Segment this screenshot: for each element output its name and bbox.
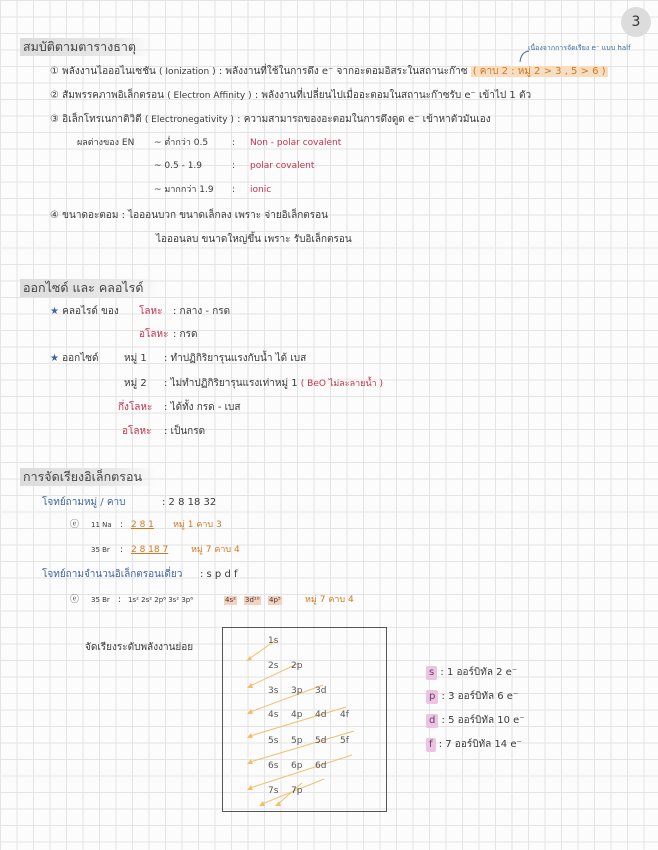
ionization-desc: : พลังงานที่ใช้ในการดึง e⁻ จากอะตอมอิสระในสถานะก๊าซ [218, 66, 468, 77]
legend-d [426, 714, 525, 728]
legend-text: : 3 ออร์บิทัล 6 e⁻ [441, 691, 519, 702]
item-number: ④ [50, 210, 59, 221]
tilde: ~ [154, 161, 162, 171]
atomic-size-line2: ไอออนลบ ขนาดใหญ่ขึ้น เพราะ รับอิเล็กตรอน [156, 234, 352, 245]
na-config: 2 8 1 [131, 520, 154, 530]
orbital-4f: 4f [340, 710, 349, 720]
legend-text: : 7 ออร์บิทัล 14 e⁻ [438, 739, 522, 750]
orbital-7p: 7p [291, 786, 303, 796]
oxide-nonmetal-value: : เป็นกรด [164, 426, 206, 437]
en-type-ionic: ionic [250, 185, 272, 195]
br2-4s: 4s² [225, 596, 236, 604]
chloride-nonmetal-value: : กรด [173, 329, 198, 340]
tilde: ~ [154, 185, 162, 195]
unpaired-question: โจทย์ถามจำนวนอิเล็กตรอนเดี่ยว [42, 569, 183, 580]
colon: : [232, 138, 236, 148]
oxide-group2-text: : ไม่ทำปฏิกิริยารุนแรงเท่าหมู่ 1 [164, 378, 298, 389]
colon: : [120, 545, 124, 555]
diagram-label: จัดเรียงระดับพลังงานย่อย [85, 642, 194, 653]
orbital-4d: 4d [315, 710, 327, 720]
beo-note: ( BeO ไม่ละลายน้ำ ) [300, 379, 384, 389]
orbital-6p: 6p [291, 761, 303, 771]
tilde: ~ [154, 138, 162, 148]
orbital-6d: 6d [315, 761, 327, 771]
orbital-3s: 3s [268, 686, 279, 696]
orbital-4s: 4s [268, 710, 279, 720]
orbital-2s: 2s [268, 661, 279, 671]
oxide-group1: หมู่ 1 [124, 353, 147, 364]
orbital-5p: 5p [291, 736, 303, 746]
oxide-group1-value: : ทำปฏิกิริยารุนแรงกับน้ำ ได้ เบส [164, 353, 307, 364]
half-filled-note: เนื่องจากการจัดเรียง e⁻ แบบ half [528, 44, 631, 52]
oxide-nonmetal: อโลหะ [122, 426, 152, 437]
legend-letter: f [426, 738, 436, 752]
en-term: อิเล็กโทรเนกาติวิตี [62, 114, 142, 125]
en-en: ( Electronegativity ) [144, 115, 234, 125]
br-config: 2 8 18 7 [131, 545, 169, 555]
atomic-size-line1: : ไอออนบวก ขนาดเล็กลง เพราะ จ่ายอิเล็กตรอน [121, 210, 328, 221]
ionization-en: ( Ionization ) [159, 67, 216, 77]
oxide-metalloid-value: : ได้ทั้ง กรด - เบส [164, 402, 241, 413]
chloride-label: คลอไรด์ ของ [62, 306, 119, 317]
orbital-6s: 6s [268, 761, 279, 771]
legend-f [426, 738, 522, 752]
example-marker: ⓔ [70, 520, 80, 530]
star-icon: ★ [50, 306, 59, 317]
atomic-size-term: ขนาดอะตอม [62, 210, 119, 221]
na-answer: หมู่ 1 คาบ 3 [173, 520, 222, 530]
colon: : [120, 520, 124, 530]
en-range: 0.5 - 1.9 [164, 161, 203, 171]
page-number: 3 [621, 7, 651, 37]
chloride-nonmetal: อโลหะ [139, 329, 169, 340]
star-icon: ★ [50, 353, 59, 364]
oxide-metalloid: กึ่งโลหะ [118, 402, 153, 413]
en-range: ต่ำกว่า 0.5 [164, 138, 209, 148]
orbital-4p: 4p [291, 710, 303, 720]
chloride-metal-value: : กลาง - กรด [173, 306, 231, 317]
legend-s [426, 666, 517, 680]
br2-label: 35 Br [91, 596, 110, 604]
ionization-exception: ( คาบ 2 : หมู่ 2 > 3 , 5 > 6 ) [472, 66, 606, 77]
orbital-3p: 3p [291, 686, 303, 696]
orbital-3d: 3d [315, 686, 327, 696]
affinity-term: สัมพรรคภาพอิเล็กตรอน [62, 90, 164, 101]
legend-text: : 5 ออร์บิทัล 10 e⁻ [441, 715, 525, 726]
br2-3d: 3d¹⁰ [245, 596, 260, 604]
group-period-question: โจทย์ถามหมู่ / คาบ [42, 497, 126, 508]
colon: : [232, 185, 236, 195]
orbital-5d: 5d [315, 736, 327, 746]
br2-config: 1s² 2s² 2p⁶ 3s² 3p⁶ [128, 596, 194, 604]
orbital-1s: 1s [268, 636, 279, 646]
legend-letter: s [426, 666, 437, 680]
br-label: 35 Br [91, 546, 110, 554]
orbital-5f: 5f [340, 736, 349, 746]
na-label: 11 Na [91, 521, 112, 529]
affinity-desc: : พลังงานที่เปลี่ยนไปเมื่ออะตอมในสถานะก๊าซรับ e⁻ เข้าไป 1 ตัว [254, 90, 532, 101]
orbital-7s: 7s [268, 786, 279, 796]
example-marker: ⓔ [70, 595, 80, 605]
ionization-term: พลังงานไอออไนเซชัน [62, 66, 156, 77]
colon: : [118, 595, 122, 605]
br-answer: หมู่ 7 คาบ 4 [191, 545, 240, 555]
item-number: ① [50, 66, 59, 77]
orbital-5s: 5s [268, 736, 279, 746]
legend-letter: d [426, 714, 438, 728]
subshell-letters: : s p d f [200, 569, 238, 580]
section-title-oxide-chloride: ออกไซด์ และ คลอไรด์ [20, 279, 158, 297]
oxide-group2: หมู่ 2 [124, 378, 147, 389]
en-desc: : ความสามารถของอะตอมในการดึงดูด e⁻ เข้าหาตัวมันเอง [237, 114, 491, 125]
shell-capacity: : 2 8 18 32 [162, 497, 217, 508]
colon: : [232, 161, 236, 171]
en-type-nonpolar: Non - polar covalent [250, 138, 342, 148]
en-range: มากกว่า 1.9 [164, 185, 214, 195]
section-title-electron-config: การจัดเรียงอิเล็กตรอน [20, 468, 156, 486]
en-diff-label: ผลต่างของ EN [77, 138, 135, 148]
item-number: ③ [50, 114, 59, 125]
legend-p [426, 690, 518, 704]
br2-answer: หมู่ 7 คาบ 4 [305, 595, 354, 605]
br2-4p: 4p⁵ [269, 596, 281, 604]
chloride-metal: โลหะ [139, 306, 163, 317]
affinity-en: ( Electron Affinity ) [167, 91, 252, 101]
item-number: ② [50, 90, 59, 101]
legend-text: : 1 ออร์บิทัล 2 e⁻ [440, 667, 518, 678]
en-type-polar: polar covalent [250, 161, 315, 171]
legend-letter: p [426, 690, 438, 704]
orbital-2p: 2p [291, 661, 303, 671]
oxide-label: ออกไซด์ [62, 353, 99, 364]
section-title-periodic-properties: สมบัติตามตารางธาตุ [20, 38, 150, 56]
